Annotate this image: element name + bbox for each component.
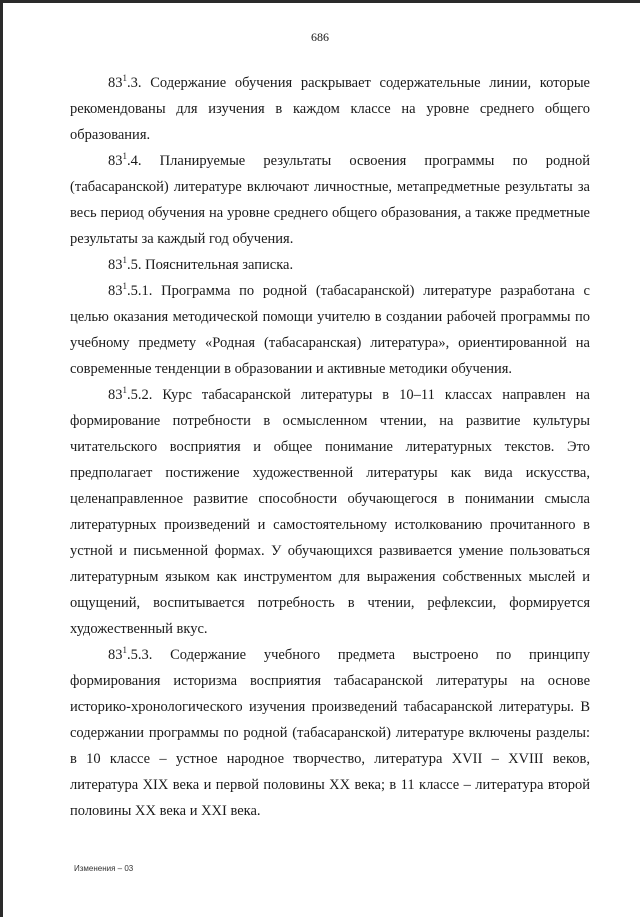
paragraph-83-1-5-1 [70,278,590,382]
scan-edge-top [0,0,640,3]
paragraph-number: $83^1.3$. [108,73,142,91]
paragraph-number: $83^1.5$. [108,255,142,273]
document-body [70,70,590,824]
paragraph-number: $83^1.5.1$. [108,281,153,299]
page-number: 686 [311,30,329,44]
paragraph-83-1-5-3 [70,642,590,824]
paragraph-text: Программа по родной (табасаранской) литературе разработана с целью оказания методической помощи учителю в создании рабочей программы по учебному предмету «Родная (табасаранская) литература», ориентированной на современные тенденции в образовании и активные методики обучения. [70,283,590,377]
paragraph-83-1-5-2 [70,382,590,642]
paragraph-number: $83^1.5.2$. [108,385,153,403]
paragraph-text: Планируемые результаты освоения программы по родной (табасаранской) литературе включают личностные, метапредметные результаты за весь период обучения на уровне среднего общего образования, а также предметные результаты за каждый год обучения. [70,153,590,247]
paragraph-text: Пояснительная записка. [145,257,294,273]
paragraph-number: $83^1.4$. [108,151,142,169]
paragraph-text: Содержание обучения раскрывает содержательные линии, которые рекомендованы для изучения в каждом классе на уровне среднего общего образования. [70,75,590,143]
scan-edge-left [0,0,3,917]
paragraph-83-1-4 [70,148,590,252]
paragraph-number: $83^1.5.3$. [108,645,153,663]
paragraph-text: Содержание учебного предмета выстроено по принципу формирования историзма восприятия табасаранской литературы на основе историко-хронологического изучения произведений табасаранской литературы. В содержании программы по родной (табасаранской) литературе включены разделы: в 10 классе – устное народное творчество, литература XVII – XVIII веков, литература XIX века и первой половины XX века; в 11 классе – литература второй половины XX века и XXI века. [70,647,591,819]
footer-amendment-note: Изменения – 03 [74,864,134,873]
paragraph-83-1-3 [70,70,590,148]
paragraph-text: Курс табасаранской литературы в 10–11 классах направлен на формирование потребности в осмысленном чтении, на развитие культуры читательского восприятия и общее понимание литературных текстов. Это предполагает постижение художественной литературы как вида искусства, целенаправленное развитие способности обучающегося в понимании смысла литературных произведений и самостоятельному истолкованию прочитанного в устной и письменной формах. У обучающихся развивается умение пользоваться литературным языком как инструментом для выражения собственных мыслей и ощущений, воспитывается потребность в чтении, рефлексии, формируется художественный вкус. [70,387,590,637]
paragraph-83-1-5 [70,252,590,278]
